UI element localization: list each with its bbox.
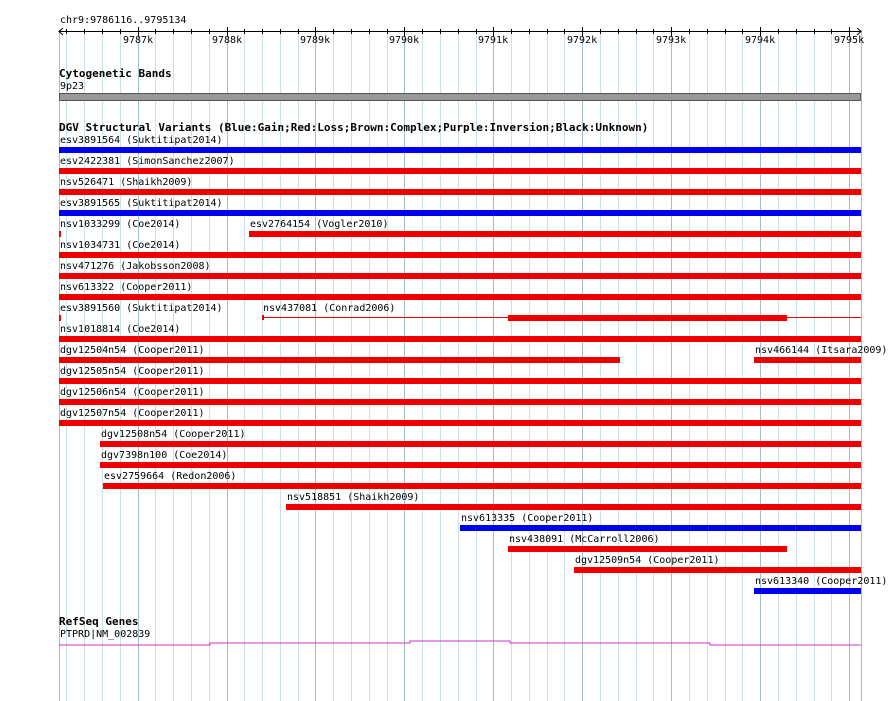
ruler-tick-label: 9795k [834,35,865,46]
variant-bar[interactable] [59,210,861,216]
variant-bar-start-mark[interactable] [262,315,264,320]
variant-bar[interactable] [100,441,861,447]
variant-bar[interactable] [59,420,861,426]
variant-bar[interactable] [460,525,861,531]
variant-bar[interactable] [249,231,861,237]
variant-label[interactable]: esv3891564 (Suktitipat2014) [60,135,223,146]
cytoband-bar[interactable] [59,93,861,101]
dgv-track-title[interactable]: DGV Structural Variants (Blue:Gain;Red:Loss;Brown:Complex;Purple:Inversion;Black:Unknown) [59,121,649,134]
variant-label[interactable]: esv2759664 (Redon2006) [104,471,237,482]
variant-bar[interactable] [59,189,861,195]
variant-bar[interactable] [59,378,861,384]
variant-label[interactable]: nsv613335 (Cooper2011) [461,513,594,524]
variant-label[interactable]: dgv12506n54 (Cooper2011) [60,387,205,398]
variant-label[interactable]: nsv613322 (Cooper2011) [60,282,193,293]
variant-bar[interactable] [103,483,861,489]
variant-label[interactable]: nsv438091 (McCarroll2006) [509,534,660,545]
ruler-tick-label: 9790k [389,35,420,46]
ruler-title: chr9:9786116..9795134 [60,15,187,26]
variant-bar[interactable] [59,315,61,321]
variant-label[interactable]: nsv437081 (Conrad2006) [263,303,396,314]
variant-label[interactable]: dgv7398n100 (Coe2014) [101,450,228,461]
variant-label[interactable]: esv3891565 (Suktitipat2014) [60,198,223,209]
variant-label[interactable]: nsv466144 (Itsara2009) [755,345,888,356]
variant-bar[interactable] [508,546,787,552]
variant-label[interactable]: nsv518851 (Shaikh2009) [287,492,420,503]
variant-label[interactable]: esv2422381 (SimonSanchez2007) [60,156,235,167]
variant-label[interactable]: dgv12505n54 (Cooper2011) [60,366,205,377]
variant-label[interactable]: dgv12507n54 (Cooper2011) [60,408,205,419]
variant-label[interactable]: nsv1034731 (Coe2014) [60,240,181,251]
refseq-track-title[interactable]: RefSeq Genes [59,615,139,628]
variant-bar[interactable] [59,336,861,342]
variant-bar[interactable] [754,357,861,363]
variant-bar[interactable] [286,504,861,510]
ruler-tick-label: 9787k [123,35,154,46]
variant-bar[interactable] [508,315,787,321]
variant-bar[interactable] [100,462,861,468]
variant-label[interactable]: nsv613340 (Cooper2011) [755,576,888,587]
ruler-tick-label: 9788k [212,35,243,46]
variant-label[interactable]: nsv1018814 (Coe2014) [60,324,181,335]
variant-bar[interactable] [574,567,861,573]
refseq-gene-label[interactable]: PTPRD|NM_002839 [60,629,151,640]
ruler-tick-label: 9794k [745,35,776,46]
ruler-tick-label: 9793k [656,35,687,46]
variant-bar[interactable] [59,252,861,258]
variant-label[interactable]: dgv12508n54 (Cooper2011) [101,429,246,440]
variant-label[interactable]: nsv471276 (Jakobsson2008) [60,261,211,272]
variant-label[interactable]: esv3891560 (Suktitipat2014) [60,303,223,314]
variant-label[interactable]: dgv12509n54 (Cooper2011) [575,555,720,566]
refseq-gene-line[interactable] [59,641,861,645]
variant-label[interactable]: nsv526471 (Shaikh2009) [60,177,193,188]
variant-bar[interactable] [59,168,861,174]
variant-label[interactable]: esv2764154 (Vogler2010) [250,219,389,230]
ruler-tick-label: 9791k [478,35,509,46]
cytoband-track-title[interactable]: Cytogenetic Bands [59,67,172,80]
variant-label[interactable]: nsv1033299 (Coe2014) [60,219,181,230]
variant-bar[interactable] [754,588,861,594]
variant-bar[interactable] [59,231,61,237]
variant-label[interactable]: dgv12504n54 (Cooper2011) [60,345,205,356]
variant-bar[interactable] [59,147,861,153]
ruler-tick-label: 9792k [567,35,598,46]
variant-bar[interactable] [59,399,861,405]
variant-bar[interactable] [59,294,861,300]
ruler-tick-label: 9789k [300,35,331,46]
variant-bar[interactable] [59,357,620,363]
variant-bar[interactable] [59,273,861,279]
cytoband-label: 9p23 [60,81,85,92]
